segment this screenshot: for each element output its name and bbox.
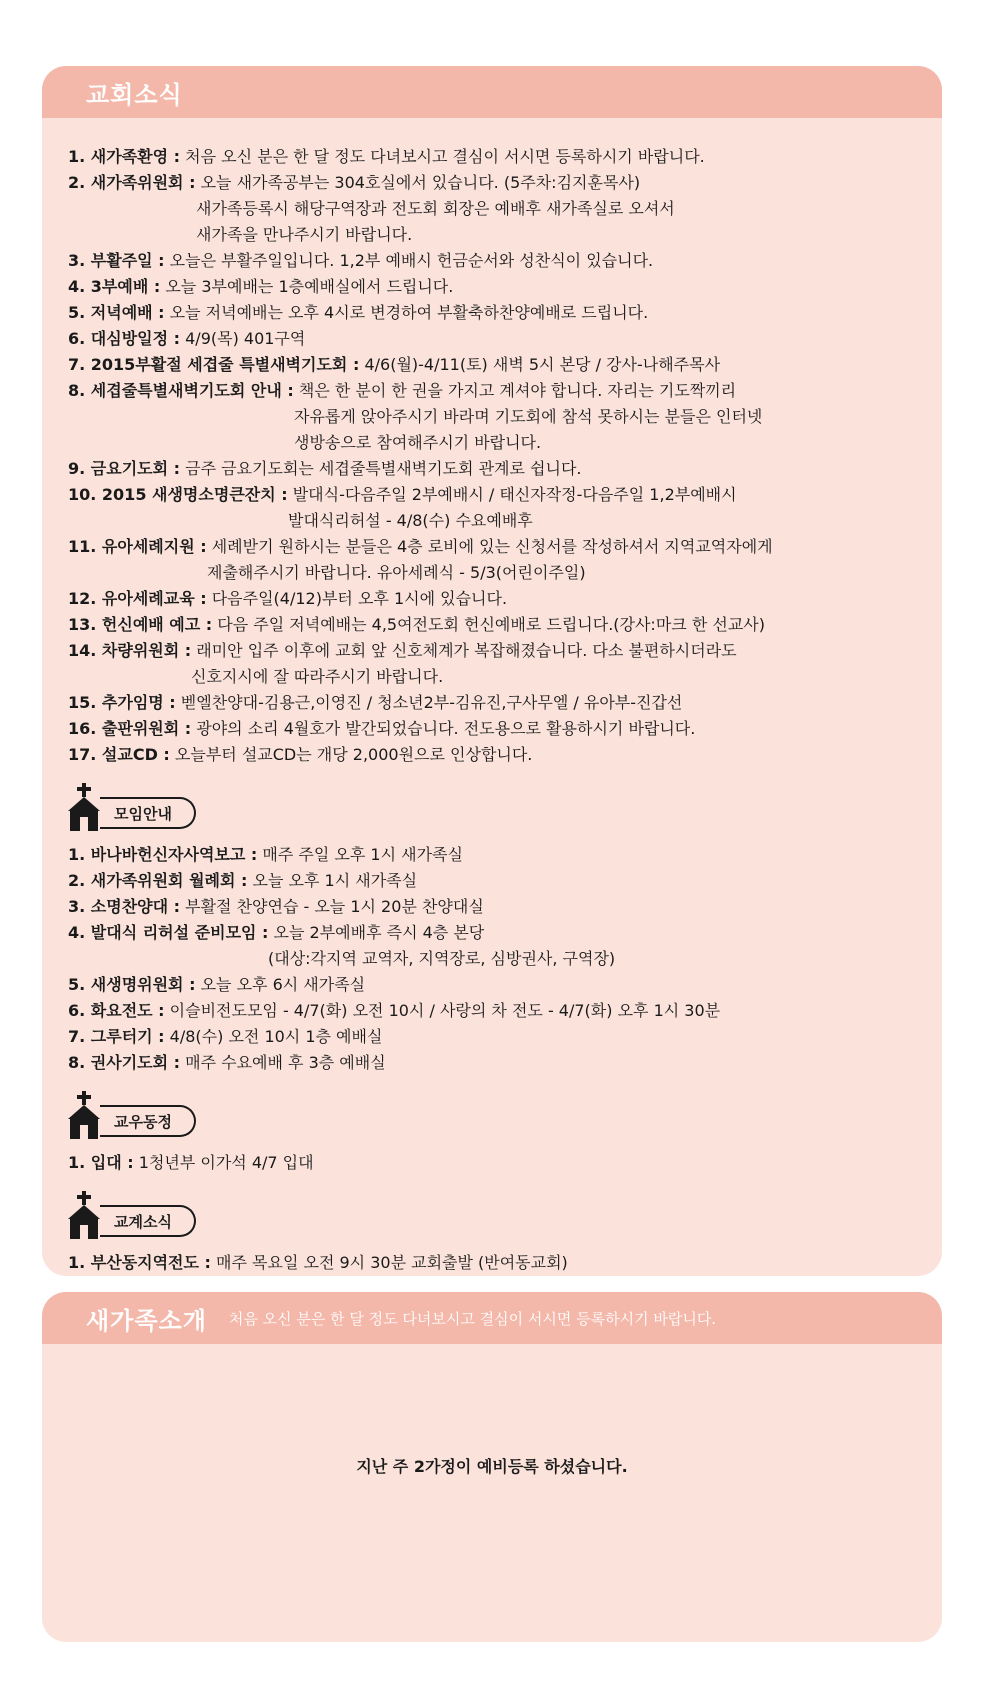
list-item-first-line <box>68 300 928 326</box>
list-item-first-line <box>68 920 928 946</box>
new-family-title: 새가족소개 <box>86 1306 207 1335</box>
list-item-text: 금주 금요기도회는 세겹줄특별새벽기도회 관계로 쉽니다. <box>180 459 582 478</box>
list-item-heading: 13. 헌신예배 예고 : <box>68 615 213 634</box>
list-item-heading: 3. 부활주일 : <box>68 251 165 270</box>
list-item-text: 부활절 찬양연습 - 오늘 1시 20분 찬양대실 <box>180 897 484 916</box>
list-item-heading: 1. 새가족환영 : <box>68 147 181 166</box>
list-item-text: 매주 목요일 오전 9시 30분 교회출발 (반여동교회) <box>210 1253 568 1272</box>
meetings-title: 모임안내 <box>114 804 172 823</box>
list-item <box>68 742 928 768</box>
list-item <box>68 920 928 972</box>
list-item-continuation: 발대식리허설 - 4/8(수) 수요예배후 <box>288 511 533 530</box>
list-item <box>68 352 928 378</box>
list-item-text: 오늘부터 설교CD는 개당 2,000원으로 인상합니다. <box>169 745 533 764</box>
new-family-subtitle: 처음 오신 분은 한 달 정도 다녀보시고 결심이 서시면 등록하시기 바랍니다. <box>228 1309 717 1328</box>
list-item-heading: 8. 세겹줄특별새벽기도회 안내 : <box>68 381 294 400</box>
list-item <box>68 690 928 716</box>
list-item-text: 오늘은 부활주일입니다. 1,2부 예배시 헌금순서와 성찬식이 있습니다. <box>164 251 654 270</box>
list-item <box>68 456 928 482</box>
meetings-title-pill <box>100 797 196 829</box>
list-item <box>68 248 928 274</box>
list-item <box>68 638 928 690</box>
list-item-continuation: (대상:각지역 교역자, 지역장로, 심방권사, 구역장) <box>268 949 616 968</box>
church-news-title: 교회소식 <box>86 80 183 109</box>
meetings-section-head <box>64 778 928 836</box>
list-item <box>68 1250 928 1276</box>
list-item-heading: 7. 그루터기 : <box>68 1027 165 1046</box>
list-item-text: 오늘 오후 6시 새가족실 <box>195 975 366 994</box>
list-item-text: 1청년부 이가석 4/7 입대 <box>133 1153 314 1172</box>
list-item-first-line <box>68 1050 928 1076</box>
list-item <box>68 1150 928 1176</box>
list-item <box>68 482 928 534</box>
list-item <box>68 378 928 456</box>
list-item-text: 오늘 오후 1시 새가족실 <box>247 871 418 890</box>
list-item <box>68 894 928 920</box>
members-title-pill <box>100 1105 196 1137</box>
list-item-text: 매주 수요예배 후 3층 예배실 <box>180 1053 386 1072</box>
list-item-heading: 5. 새생명위원회 : <box>68 975 196 994</box>
list-item-first-line <box>68 612 928 638</box>
list-item-text: 오늘 3부예배는 1층예배실에서 드립니다. <box>160 277 454 296</box>
list-item-heading: 2. 새가족위원회 : <box>68 173 196 192</box>
new-family-header <box>42 1292 942 1344</box>
list-item-text: 오늘 새가족공부는 304호실에서 있습니다. (5주차:김지훈목사) <box>195 173 641 192</box>
church-icon <box>64 1189 104 1241</box>
list-item-first-line <box>68 170 928 196</box>
list-item-first-line <box>68 868 928 894</box>
list-item-heading: 1. 바나바헌신자사역보고 : <box>68 845 258 864</box>
list-item <box>68 534 928 586</box>
list-item-heading: 9. 금요기도회 : <box>68 459 181 478</box>
list-item-first-line <box>68 998 928 1024</box>
list-item-heading: 1. 부산동지역전도 : <box>68 1253 211 1272</box>
denomination-section-head <box>64 1186 928 1244</box>
list-item-heading: 11. 유아세례지원 : <box>68 537 207 556</box>
list-item-heading: 5. 저녁예배 : <box>68 303 165 322</box>
members-title: 교우동정 <box>114 1112 172 1131</box>
list-item-text: 래미안 입주 이후에 교회 앞 신호체계가 복잡해졌습니다. 다소 불편하시더라도 <box>191 641 737 660</box>
list-item-heading: 8. 권사기도회 : <box>68 1053 181 1072</box>
list-item <box>68 612 928 638</box>
list-item-continuation: 자유롭게 앉아주시기 바라며 기도회에 참석 못하시는 분들은 인터넷 <box>294 407 763 426</box>
meetings-list <box>68 842 928 1076</box>
list-item-first-line <box>68 716 928 742</box>
list-item-first-line <box>68 1150 928 1176</box>
list-item-text: 세례받기 원하시는 분들은 4층 로비에 있는 신청서를 작성하셔서 지역교역자에게 <box>206 537 773 556</box>
church-news-panel <box>42 66 942 1276</box>
list-item-first-line <box>68 690 928 716</box>
list-item-text: 광야의 소리 4월호가 발간되었습니다. 전도용으로 활용하시기 바랍니다. <box>191 719 696 738</box>
list-item-text: 오늘 2부예배후 즉시 4층 본당 <box>268 923 485 942</box>
list-item <box>68 586 928 612</box>
list-item-heading: 6. 화요전도 : <box>68 1001 165 1020</box>
list-item-continuation: 새가족을 만나주시기 바랍니다. <box>196 225 413 244</box>
denomination-title: 교계소식 <box>114 1212 172 1231</box>
list-item <box>68 1024 928 1050</box>
list-item-first-line <box>68 894 928 920</box>
list-item-first-line <box>68 482 928 508</box>
list-item <box>68 274 928 300</box>
list-item-first-line <box>68 1024 928 1050</box>
list-item-text: 4/8(수) 오전 10시 1층 예배실 <box>164 1027 383 1046</box>
list-item-text: 이슬비전도모임 - 4/7(화) 오전 10시 / 사랑의 차 전도 - 4/7(화) 오후 1시 30분 <box>164 1001 721 1020</box>
list-item-heading: 10. 2015 새생명소명큰잔치 : <box>68 485 288 504</box>
list-item-first-line <box>68 326 928 352</box>
list-item-heading: 14. 차량위원회 : <box>68 641 192 660</box>
list-item-heading: 17. 설교CD : <box>68 745 170 764</box>
list-item-first-line <box>68 742 928 768</box>
list-item-heading: 1. 입대 : <box>68 1153 134 1172</box>
list-item-heading: 16. 출판위원회 : <box>68 719 192 738</box>
list-item-text: 다음 주일 저녁예배는 4,5여전도회 헌신예배로 드립니다.(강사:마크 한 선교사) <box>212 615 765 634</box>
list-item-first-line <box>68 638 928 664</box>
list-item-continuation: 제출해주시기 바랍니다. 유아세례식 - 5/3(어린이주일) <box>207 563 586 582</box>
list-item-continuation: 생방송으로 참여해주시기 바랍니다. <box>294 433 542 452</box>
list-item-text: 4/6(월)-4/11(토) 새벽 5시 본당 / 강사-나해주목사 <box>359 355 721 374</box>
list-item-first-line <box>68 274 928 300</box>
list-item-first-line <box>68 842 928 868</box>
list-item-heading: 12. 유아세례교육 : <box>68 589 207 608</box>
members-list <box>68 1150 928 1176</box>
list-item-heading: 6. 대심방일정 : <box>68 329 181 348</box>
list-item <box>68 326 928 352</box>
list-item <box>68 972 928 998</box>
list-item <box>68 144 928 170</box>
list-item-text: 발대식-다음주일 2부예배시 / 태신자작정-다음주일 1,2부예배시 <box>287 485 737 504</box>
list-item-first-line <box>68 378 928 404</box>
list-item-heading: 7. 2015부활절 세겹줄 특별새벽기도회 : <box>68 355 360 374</box>
list-item <box>68 998 928 1024</box>
list-item <box>68 716 928 742</box>
list-item-continuation: 신호지시에 잘 따라주시기 바랍니다. <box>191 667 444 686</box>
list-item <box>68 170 928 248</box>
list-item-text: 4/9(목) 401구역 <box>180 329 306 348</box>
list-item-first-line <box>68 248 928 274</box>
list-item-first-line <box>68 1250 928 1276</box>
list-item-text: 벧엘찬양대-김용근,이영진 / 청소년2부-김유진,구사무엘 / 유아부-진갑선 <box>175 693 683 712</box>
denomination-title-pill <box>100 1205 196 1237</box>
list-item-heading: 4. 3부예배 : <box>68 277 161 296</box>
church-news-list <box>68 144 928 1276</box>
list-item-first-line <box>68 586 928 612</box>
list-item-text: 책은 한 분이 한 권을 가지고 계셔야 합니다. 자리는 기도짝끼리 <box>293 381 737 400</box>
list-item-heading: 2. 새가족위원회 월례회 : <box>68 871 248 890</box>
new-family-message: 지난 주 2가정이 예비등록 하셨습니다. <box>356 1457 628 1476</box>
list-item-text: 다음주일(4/12)부터 오후 1시에 있습니다. <box>206 589 508 608</box>
list-item <box>68 300 928 326</box>
list-item-first-line <box>68 534 928 560</box>
list-item-heading: 15. 추가임명 : <box>68 693 176 712</box>
new-family-panel <box>42 1292 942 1642</box>
denomination-list <box>68 1250 928 1276</box>
list-item-first-line <box>68 144 928 170</box>
members-section-head <box>64 1086 928 1144</box>
list-item-first-line <box>68 456 928 482</box>
list-item-text: 매주 주일 오후 1시 새가족실 <box>257 845 463 864</box>
list-item-text: 오늘 저녁예배는 오후 4시로 변경하여 부활축하찬양예배로 드립니다. <box>164 303 649 322</box>
church-icon <box>64 1089 104 1141</box>
church-icon <box>64 781 104 833</box>
list-item-text: 처음 오신 분은 한 달 정도 다녀보시고 결심이 서시면 등록하시기 바랍니다. <box>180 147 705 166</box>
list-item <box>68 868 928 894</box>
list-item <box>68 1050 928 1076</box>
list-item-first-line <box>68 352 928 378</box>
list-item-heading: 3. 소명찬양대 : <box>68 897 181 916</box>
list-item-heading: 4. 발대식 리허설 준비모임 : <box>68 923 269 942</box>
list-item <box>68 842 928 868</box>
list-item-continuation: 새가족등록시 해당구역장과 전도회 회장은 예배후 새가족실로 오셔서 <box>196 199 675 218</box>
church-news-header <box>42 66 942 118</box>
list-item-first-line <box>68 972 928 998</box>
